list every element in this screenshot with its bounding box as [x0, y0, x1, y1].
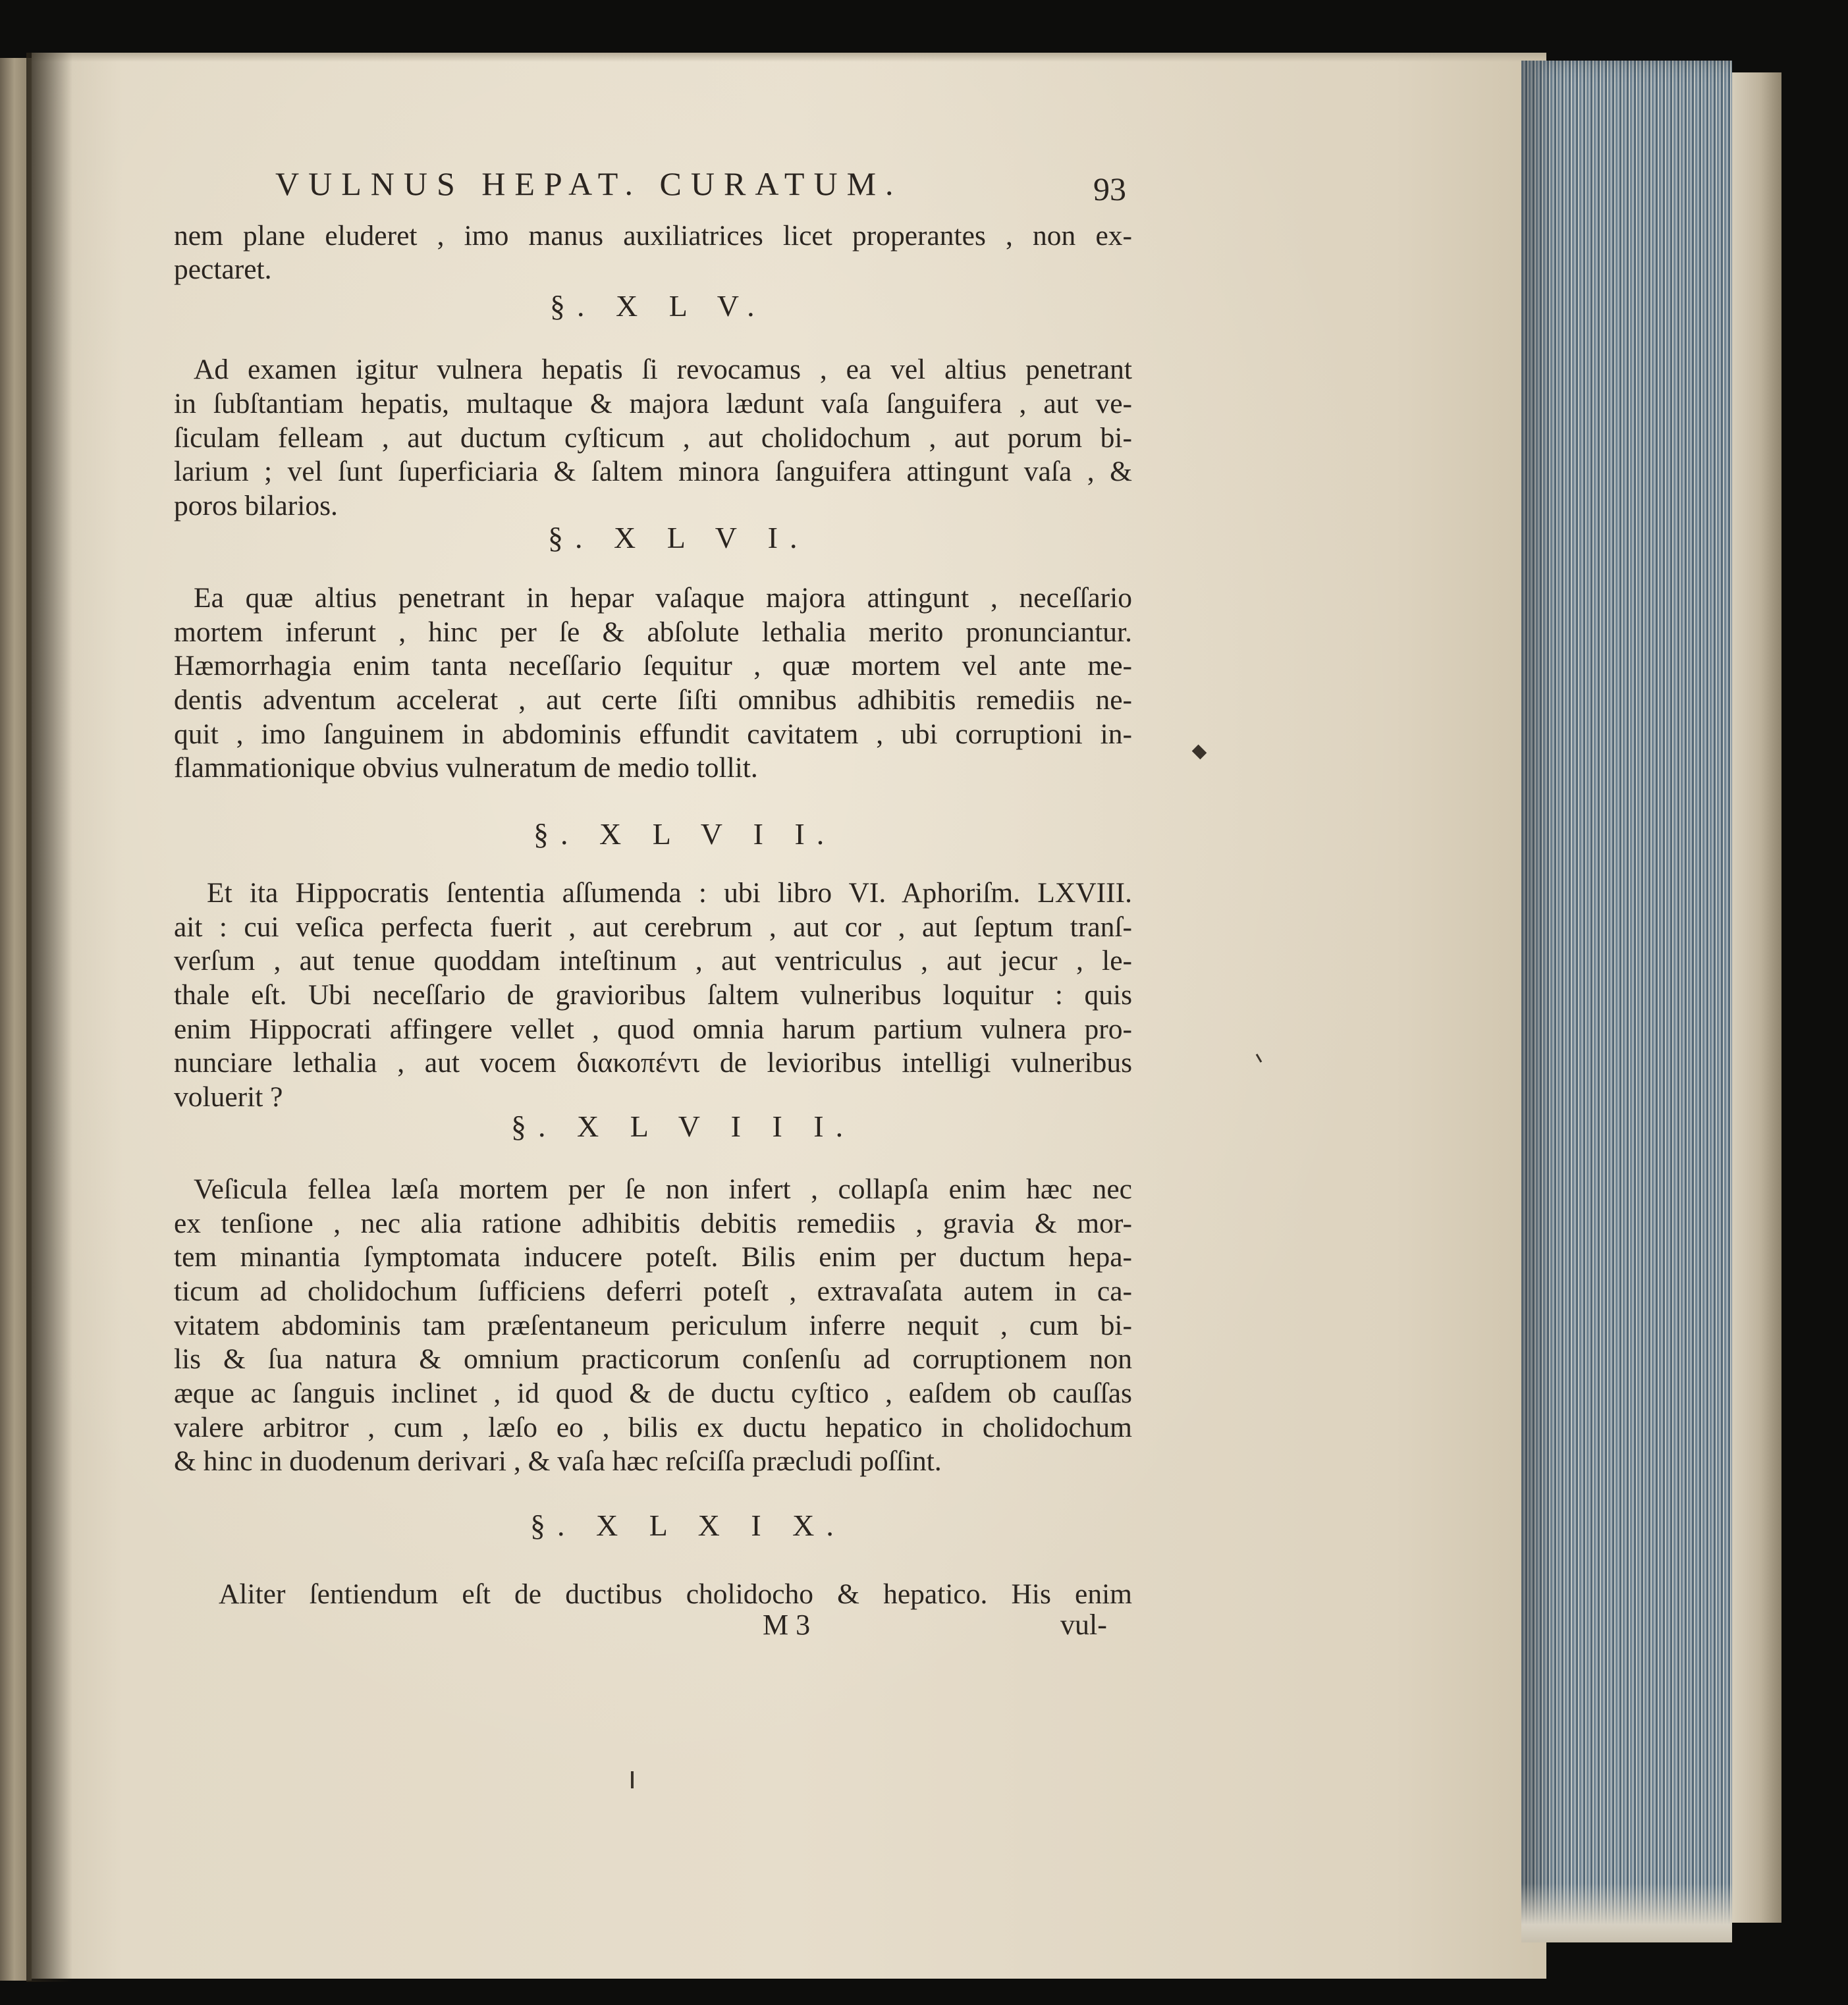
text-line: Ea quæ altius penetrant in hepar vaſaque majora attingunt , neceſſario: [194, 582, 1132, 614]
text-line: thale eſt. Ubi neceſſario de gravioribus ſaltem vulneribus loquitur : quis: [174, 979, 1132, 1011]
running-head: VULNUS HEPAT. CURATUM.: [275, 165, 903, 202]
text-line: vitatem abdominis tam præſentaneum periculum inferre nequit , cum bi-: [174, 1310, 1132, 1341]
text-line: & hinc in duodenum derivari , & vaſa hæc reſciſſa præcludi poſſint.: [174, 1445, 942, 1477]
text-line: voluerit ?: [174, 1081, 283, 1113]
text-line: enim Hippocrati affingere vellet , quod omnia harum partium vulnera pro-: [174, 1013, 1132, 1045]
text-line: ait : cui veſica perfecta fuerit , aut cerebrum , aut cor , aut ſeptum tranſ-: [174, 911, 1132, 943]
text-line: in ſubſtantiam hepatis, multaque & majora lædunt vaſa ſanguifera , aut ve-: [174, 388, 1132, 419]
gutter-shadow: [26, 53, 72, 1982]
text-line: lis & ſua natura & omnium practicorum conſenſu ad corruptionem non: [174, 1343, 1132, 1375]
ink-speck: [631, 1771, 634, 1788]
text-line: ſiculam felleam , aut ductum cyſticum , aut cholidochum , aut porum bi-: [174, 422, 1132, 454]
text-line: Ad examen igitur vulnera hepatis ſi revocamus , ea vel altius penetrant: [194, 354, 1132, 385]
text-line: ticum ad cholidochum ſufficiens deferri poteſt , extravaſata autem in ca-: [174, 1275, 1132, 1307]
text-line: Hæmorrhagia enim tanta neceſſario ſequitur , quæ mortem vel ante me-: [174, 650, 1132, 682]
text-line: Veſicula fellea læſa mortem per ſe non infert , collapſa enim hæc nec: [194, 1173, 1132, 1205]
text-line: poros bilarios.: [174, 490, 338, 521]
fore-edge-bottom: [1521, 1883, 1732, 1942]
signature-mark: M 3: [763, 1609, 811, 1641]
section-heading: §. X L X I X.: [530, 1509, 846, 1542]
fore-edge-pages: [1521, 61, 1732, 1940]
text-line: mortem inferunt , hinc per ſe & abſolute lethalia merito pronunciantur.: [174, 616, 1132, 648]
text-line: quit , imo ſanguinem in abdominis effundit cavitatem , ubi corruptioni in-: [174, 718, 1132, 750]
text-line: flammationique obvius vulneratum de medio tollit.: [174, 752, 758, 784]
text-line: ex tenſione , nec alia ratione adhibitis debitis remediis , gravia & mor-: [174, 1208, 1132, 1239]
catchword: vul-: [1060, 1609, 1107, 1641]
text-line: Et ita Hippocratis ſententia aſſumenda : ubi libro VI. Aphoriſm. LXVIII.: [207, 877, 1132, 909]
section-heading: §. X L V I.: [548, 521, 809, 554]
text-line: nem plane eluderet , imo manus auxiliatrices licet properantes , non ex-: [174, 220, 1132, 252]
text-line: tem minantia ſymptomata inducere poteſt. Bilis enim per ductum hepa-: [174, 1241, 1132, 1273]
text-line: larium ; vel ſunt ſuperficiaria & ſaltem minora ſanguifera attingunt vaſa , &: [174, 456, 1132, 487]
text-line: æque ac ſanguis inclinet , id quod & de ductu cyſtico , eaſdem ob cauſſas: [174, 1377, 1132, 1409]
page-number: 93: [1093, 171, 1126, 207]
section-heading: §. X L V.: [550, 289, 767, 323]
text-line: valere arbitror , cum , læſo eo , bilis ex ductu hepatico in cholidochum: [174, 1412, 1132, 1443]
section-heading: §. X L V I I.: [533, 817, 836, 851]
text-line: nunciare lethalia , aut vocem διακοπέντι de levioribus intelligi vulneribus: [174, 1047, 1132, 1079]
section-heading: §. X L V I I I.: [511, 1109, 856, 1143]
cover-board: [1729, 72, 1781, 1923]
text-line: Aliter ſentiendum eſt de ductibus cholidocho & hepatico. His enim: [219, 1578, 1132, 1610]
page-top-edge: [32, 53, 1546, 62]
text-line: verſum , aut tenue quoddam inteſtinum , aut ventriculus , aut jecur , le-: [174, 945, 1132, 976]
text-line: pectaret.: [174, 254, 272, 285]
text-line: dentis adventum accelerat , aut certe ſiſti omnibus adhibitis remediis ne-: [174, 684, 1132, 716]
